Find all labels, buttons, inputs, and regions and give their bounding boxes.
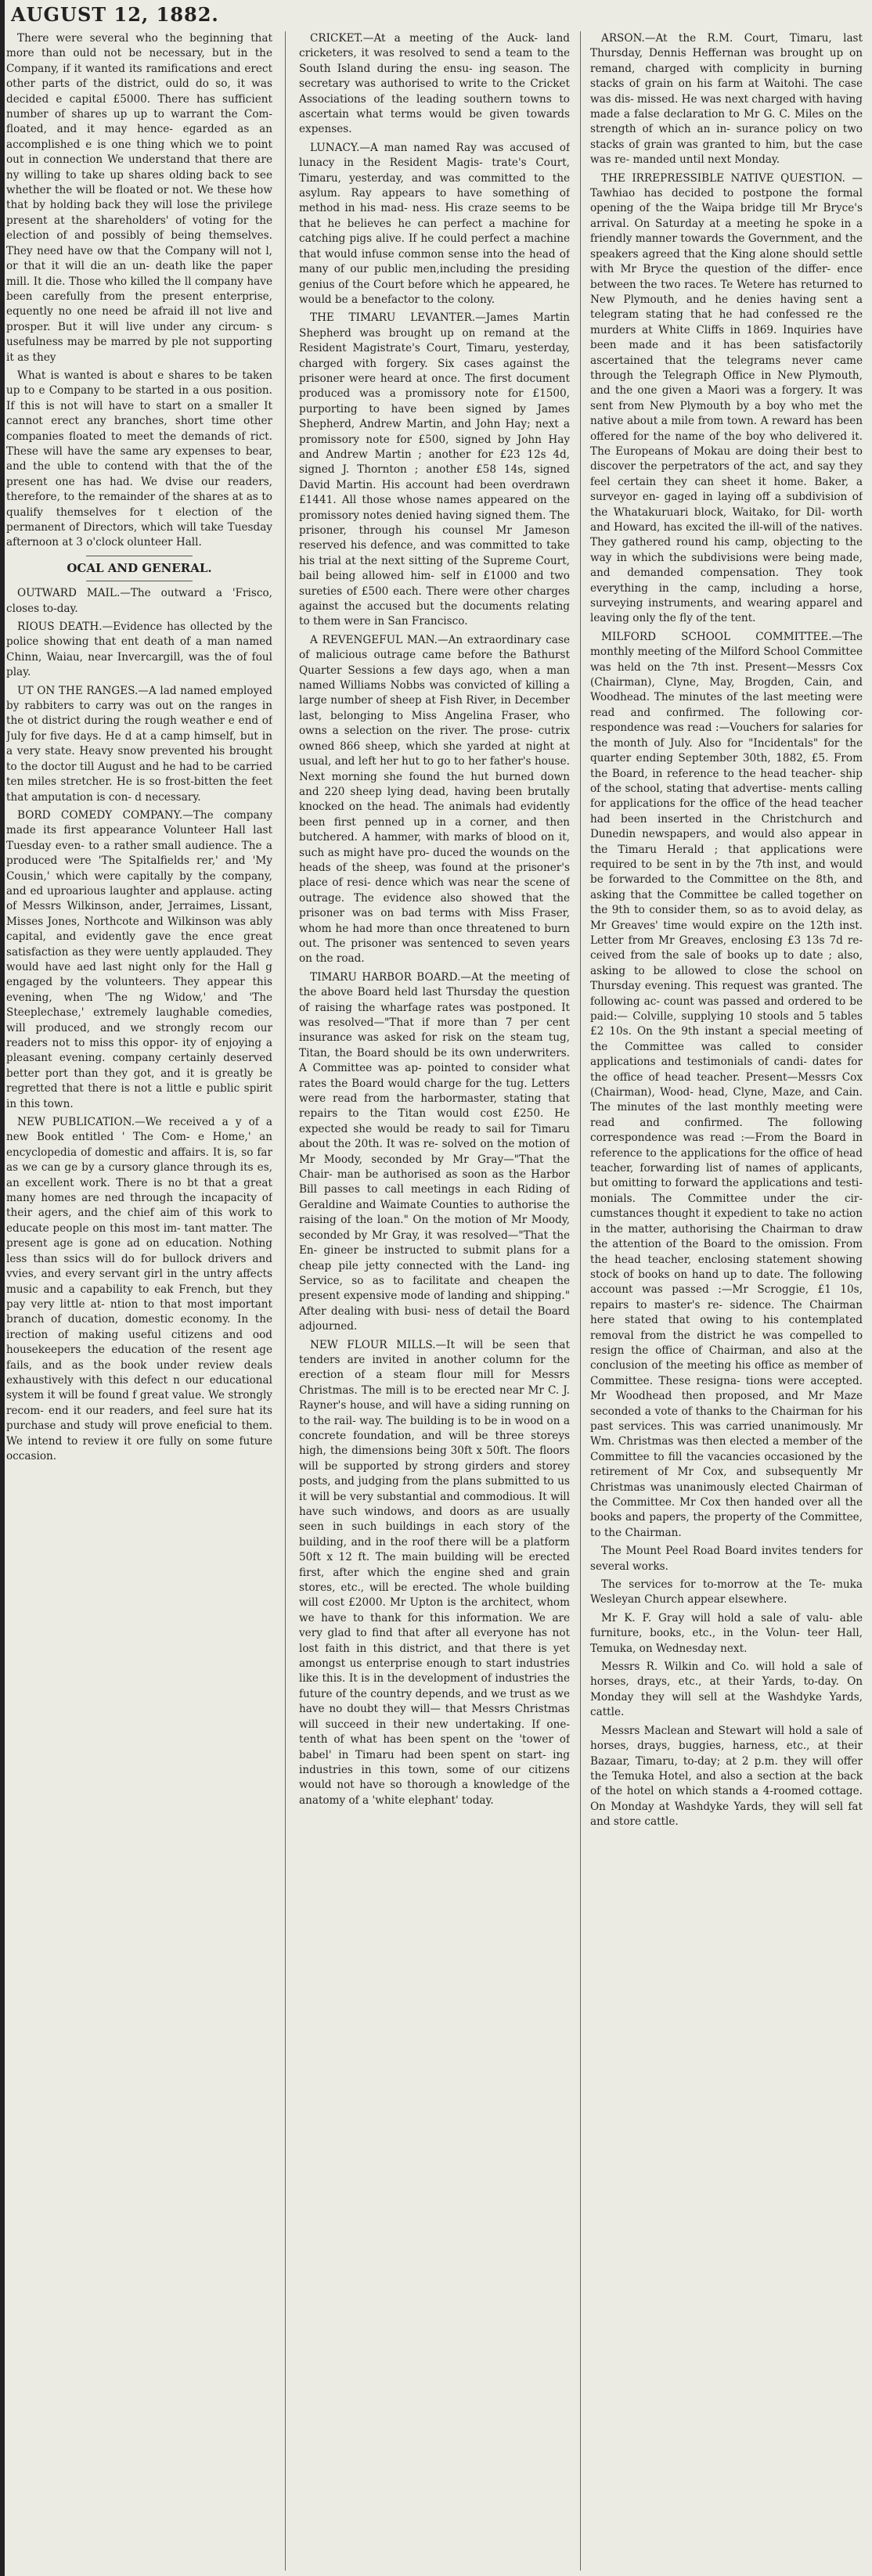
column-1	[6, 31, 272, 2567]
masthead-date: AUGUST 12, 1882.	[11, 3, 219, 26]
paragraph: TIMARU HARBOR BOARD.—At the meeting of the above Board held last Thursday the question of raising the wharfage rates was postponed. It was resolved—"That if more than 7 per cent insurance was asked for risk on the steam tug, Titan, the Board should be its own underwriters. A Committee was ap- pointed to consider what rates the Board would charge for the tug. Letters were read from the harbormaster, stating that repairs to the Titan would cost £250. He expected she would be ready to sail for Timaru about the 20th. It was re- solved on the motion of Mr Moody, seconded by Mr Gray—"That the Chair- man be authorised as soon as the Harbor Bill passes to call meetings in each Riding of Geraldine and Waimate Counties to authorise the raising of the loan." On the motion of Mr Moody, seconded by Mr Gray, it was resolved—"That the En- gineer be instructed to submit plans for a cheap pile jetty connected with the Land- ing Service, so as to facilitate and cheapen the present expensive mode of landing and shipping." After dealing with busi- ness of detail the Board adjourned.	[299, 970, 570, 1333]
paragraph: OUTWARD MAIL.—The outward a 'Frisco, closes to-day.	[6, 587, 272, 615]
page-edge	[0, 0, 5, 2576]
paragraph: There were several who the beginning that more than ould not be necessary, but in the Company, if it wanted its ramifications and erect other parts of the district, ould do so, it was decided e capital £5000. There has sufficient number of shares up up to warrant the Com- floated, and it may hence- egarded as an accomplished e is one thing which we to point out in connection We understand that there are ny willing to take up shares olding back to see whether the will be floated or not. We these how that by holding back they will lose the privilege present at the shareholders' of voting for the election of and possibly of being themselves. They need have ow that the Company will not l, or that it will die an un- death like the paper mill. It die. Those who killed the ll company have been carefully from the present enterprise, equently no one need be afraid ill not live and prosper. But it will live under any circum- s usefulness may be marred by ple not supporting it as they	[6, 32, 272, 364]
paragraph: ARSON.—At the R.M. Court, Timaru, last Thursday, Dennis Heffernan was brought up on remand, charged with complicity in burning stacks of grain on his farm at Waitohi. The case was dis- missed. He was next charged with having made a false declaration to Mr G. C. Miles on the strength of which an in- surance policy on two stacks of grain was granted to him, but the case was re- manded until next Monday.	[590, 32, 863, 167]
paragraph: The services for to-morrow at the Te- muka Wesleyan Church appear elsewhere.	[590, 1578, 863, 1606]
paragraph: NEW PUBLICATION.—We received a y of a new Book entitled ' The Com- e Home,' an encyclopedia of domestic and affairs. It is, so far as we can ge by a cursory glance through its es, an excellent work. There is no bt that a great many homes are ned through the incapacity of their agers, and the chief aim of this work to educate people on this most im- tant matter. The present age is gone ad on education. Nothing less than ssics will do for bullock drivers and vvies, and every servant girl in the untry affects music and a capability to eak French, but they pay very little at- ntion to that most important branch of ducation, domestic economy. In the irection of making useful citizens and ood housekeepers the education of the resent age fails, and as the book under review deals exhaustively with this defect n our educational system it will be found f great value. We strongly recom- end it our readers, and feel sure hat its purchase and study will prove eneficial to them. We intend to review it ore fully on some future occasion.	[6, 1116, 272, 1462]
paragraph: THE IRREPRESSIBLE NATIVE QUESTION. —Tawhiao has decided to postpone the formal opening of the the Waipa bridge till Mr Bryce's arrival. On Saturday at a meeting he spoke in a friendly manner towards the Government, and the speakers agreed that the King alone should settle with Mr Bryce the question of the differ- ence between the two races. Te Wetere has returned to New Plymouth, and he denies having sent a telegram stating that he had confessed re the murders at White Cliffs in 1869. Inquiries have been made and it has been satisfactorily ascertained that the telegrams never came through the Telegraph Office in New Plymouth, and the one given a Maori was a forgery. It was sent from New Plymouth by a boy who met the native about a mile from town. A reward has been offered for the name of the boy who delivered it. The Europeans of Mokau are doing their best to discover the perpetrators of the act, and say they feel certain they can sheet it home. Baker, a surveyor en- gaged in laying off a subdivision of the Whatakuruari block, Waitako, for Dil- worth and Howard, has excited the ill-will of the natives. They gathered round his camp, objecting to the way in which the subdivisions were being made, and demanded compensation. They took everything in the camp, including a horse, surveying instruments, and wearing apparel and leaving only the fly of the tent.	[590, 171, 863, 625]
paragraph: Messrs R. Wilkin and Co. will hold a sale of horses, drays, etc., at their Yards, to-day. On Monday they will sell at the Washdyke Yards, cattle.	[590, 1660, 863, 1719]
column-rule	[285, 31, 286, 2571]
paragraph: CRICKET.—At a meeting of the Auck- land cricketers, it was resolved to send a team to the South Island during the ensu- ing season. The secretary was authorised to write to the Cricket Associations of the leading southern towns to ascertain what terms would be given towards expenses.	[299, 32, 570, 136]
paragraph: MILFORD SCHOOL COMMITTEE.—The monthly meeting of the Milford School Committee was held on the 7th inst. Present—Messrs Cox (Chairman), Clyne, May, Brogden, Cain, and Woodhead. The minutes of the last meeting were read and confirmed. The following cor- respondence was read :—Vouchers for salaries for the month of July. Also for "Incidentals" for the quarter ending September 30th, 1882, £5. From the Board, in reference to the head teacher- ship of the school, stating that advertise- ments calling for applications for the office of the head teacher had been inserted in the Christchurch and Dunedin newspapers, and would also appear in the Timaru Herald ; that applications were required to be sent in by the 7th inst, and would be forwarded to the Committee on the 8th, and asking that the Committee be called together on the 9th to consider them, so as to avoid delay, as Mr Greaves' time would expire on the 12th inst. Letter from Mr Greaves, enclosing £3 13s 7d re- ceived from the sale of books up to date ; also, asking to be allowed to close the school on Thursday evening. This request was granted. The following ac- count was passed and ordered to be paid:— Colville, supplying 10 stools and 5 tables £2 10s. On the 9th instant a special meeting of the Committee was called to consider applications and testimonials of candi- dates for the office of head teacher. Present—Messrs Cox (Chairman), Wood- head, Clyne, Maze, and Cain. The minutes of the last monthly meeting were read and confirmed. The following correspondence was read :—From the Board in reference to the applications for the office of head teacher, forwarding list of names of applicants, but omitting to forward the applications and testi- monials. The Committee under the cir- cumstances thought it expedient to take no action in the matter, authorising the Chairman to draw the attention of the Board to the omission. From the head teacher, enclosing statement showing stock of books on hand up to date. The following account was passed :—Mr Scroggie, £1 10s, repairs to master's re- sidence. The Chairman here stated that owing to his contemplated removal from the district he was compelled to resign the office of Chairman, and also at the conclusion of the meeting his office as member of Committee. These resigna- tions were accepted. Mr Woodhead then proposed, and Mr Maze seconded a vote of thanks to the Chairman for his past services. This was carried unanimously. Mr Wm. Christmas was then elected a member of the Committee to fill the vacancies occasioned by the retirement of Mr Cox, and subsequently Mr Christmas was unanimously elected Chairman of the Committee. Mr Cox then handed over all the books and papers, the property of the Committee, to the Chairman.	[590, 630, 863, 1539]
paragraph: LUNACY.—A man named Ray was accused of lunacy in the Resident Magis- trate's Court, Timaru, yesterday, and was committed to the asylum. Ray appears to have something of method in his mad- ness. His craze seems to be that he believes he can perfect a machine for catching pigs alive. If he could perfect a machine that would infuse common sense into the head of many of our public men,including the presiding genius of the Court before which he appeared, he would be a benefactor to the colony.	[299, 141, 570, 306]
section-heading: OCAL AND GENERAL.	[67, 560, 212, 575]
paragraph: A REVENGEFUL MAN.—An extraordinary case of malicious outrage came before the Bathurst Quarter Sessions a few days ago, when a man named Williams Nobbs was convicted of killing a large number of sheep at Fish River, in December last, belonging to Miss Angelina Fraser, who owns a selection on the river. The prose- cutrix owned 866 sheep, which she yarded at night at usual, and left her hut to go to her father's house. Next morning she found the hut burned down and 220 sheep lying dead, having been brutally knocked on the head. The animals had evidently been first penned up in a corner, and then butchered. A hammer, with marks of blood on it, such as might have pro- duced the wounds on the heads of the sheep, was found at the prisoner's place of resi- dence which was near the scene of outrage. The evidence also showed that the prisoner was on bad terms with Miss Fraser, whom he had more than once threatened to burn out. The prisoner was sentenced to seven years on the road.	[299, 633, 570, 966]
paragraph: NEW FLOUR MILLS.—It will be seen that tenders are invited in another column for the erection of a steam flour mill for Messrs Christmas. The mill is to be erected near Mr C. J. Rayner's house, and will have a siding running on to the rail- way. The building is to be in wood on a concrete foundation, and will be three storeys high, the dimensions being 30ft x 50ft. The floors will be supported by strong girders and storey posts, and judging from the plans submitted to us it will be very substantial and commodious. It will have such windows, and doors as are usually seen in such buildings in each story of the building, and in the roof there will be a platform 50ft x 12 ft. The main building will be erected first, after which the engine shed and grain stores, etc., will be erected. The whole building will cost £2000. Mr Upton is the architect, whom we have to thank for this information. We are very glad to find that after all everyone has not lost faith in this district, and that there is yet amongst us enterprise enough to start industries like this. It is in the development of industries the future of the country depends, and we trust as we have no doubt they will— that Messrs Christmas will succeed in their new undertaking. If one-tenth of what has been spent on the 'tower of babel' in Timaru had been spent on start- ing industries in this town, some of our citizens would not have so thorough a knowledge of the anatomy of a 'white elephant' today.	[299, 1338, 570, 1807]
paragraph: RIOUS DEATH.—Evidence has ollected by the police showing that ent death of a man named Chinn, Waiau, near Invercargill, was the of foul play.	[6, 621, 272, 679]
paragraph: THE TIMARU LEVANTER.—James Martin Shepherd was brought up on remand at the Resident Magistrate's Court, Timaru, yesterday, charged with forgery. Six cases against the prisoner were heard at once. The first document produced was a promissory note for £1500, purporting to have been signed by James Shepherd, Andrew Martin, and John Hay; next a promissory note for £500, signed by John Hay and Andrew Martin ; another for £23 12s 4d, signed J. Thornton ; another £58 14s, signed David Martin. His account had been overdrawn £1441. All those whose names appeared on the promissory notes denied having signed them. The prisoner, through his counsel Mr Jameson reserved his defence, and was committed to take his trial at the next sitting of the Supreme Court, bail being allowed him- self in £1000 and two sureties of £500 each. There were other charges against the accused but the documents relating to them were in San Francisco.	[299, 311, 570, 628]
column-2	[299, 31, 570, 2567]
paragraph: BORD COMEDY COMPANY.—The company made its first appearance Volunteer Hall last Tuesday even- to a rather small audience. The a produced were 'The Spitalfields rer,' and 'My Cousin,' which were capitally by the company, and ed uproarious laughter and applause. acting of Messrs Wilkinson, ander, Jerraimes, Lissant, Misses Jones, Northcote and Wilkinson was ably capital, and evidently gave the ence great satisfaction as they were uently applauded. They would have aed last night only for the Hall g engaged by the volunteers. They appear this evening, when 'The ng Widow,' and 'The Steeplechase,' extremely laughable comedies, will produced, and we strongly recom our readers not to miss this oppor- ity of enjoying a pleasant evening. company certainly deserved better port than they got, and it is greatly be regretted that there is not a little e public spirit in this town.	[6, 808, 272, 1110]
paragraph: What is wanted is about e shares to be taken up to e Company to be started in a ous position. If this is not will have to start on a smaller It cannot erect any branches, short time other companies floated to meet the demands of rict. These will have the same ary expenses to bear, and the uble to contend with that the of the present one has had. We dvise our readers, therefore, to the remainder of the shares at as to qualify themselves for t election of the permanent of Directors, which will take Tuesday afternoon at 3 o'clock olunteer Hall.	[6, 369, 272, 549]
paragraph: UT ON THE RANGES.—A lad named employed by rabbiters to carry was out on the ranges in the ot district during the rough weather e end of July for five days. He d at a camp himself, but in a very state. Heavy snow prevented his brought to the doctor till August and he had to be carried ten miles stretcher. He is so frost-bitten the feet that amputation is con- d necessary.	[6, 684, 272, 804]
column-rule	[580, 31, 581, 2571]
column-3	[590, 31, 863, 2567]
paragraph: Messrs Maclean and Stewart will hold a sale of horses, drays, buggies, harness, etc., at their Bazaar, Timaru, to-day; at 2 p.m. they will offer the Temuka Hotel, and also a section at the back of the hotel on which stands a 4-roomed cottage. On Monday at Washdyke Yards, they will sell fat and store cattle.	[590, 1724, 863, 1829]
paragraph: The Mount Peel Road Board invites tenders for several works.	[590, 1545, 863, 1573]
paragraph: Mr K. F. Gray will hold a sale of valu- able furniture, books, etc., in the Volun- teer Hall, Temuka, on Wednesday next.	[590, 1611, 863, 1655]
